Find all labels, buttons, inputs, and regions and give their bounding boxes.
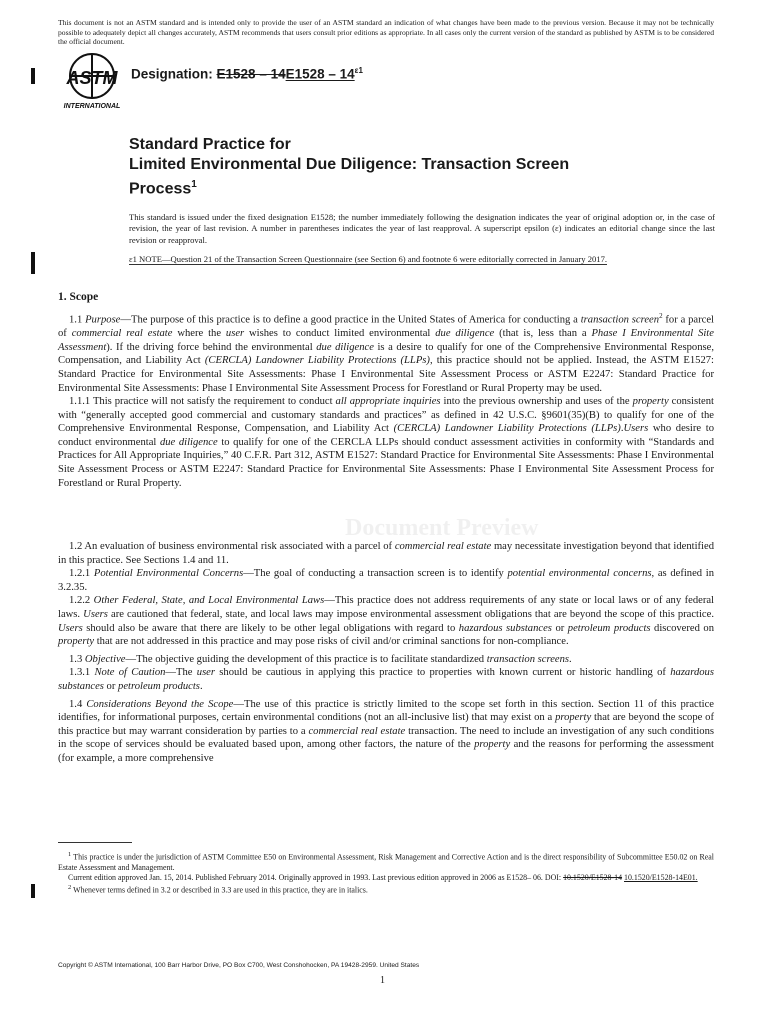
footnote-1-edition: Current edition approved Jan. 15, 2014. Published February 2014. Originally approved in 1993. Last previous edition approved in 2006 as E1528– 06. DOI: bbox=[68, 873, 564, 883]
editorial-note bbox=[129, 254, 649, 265]
footnote-divider bbox=[58, 842, 132, 843]
designation-label: Designation: bbox=[131, 66, 213, 82]
note-text: NOTE—Question 21 of the Transaction Screen Questionnaire (see Section 6) and footnote 6 were editorially corrected in January 2017. bbox=[136, 254, 608, 264]
paragraph-1-1: 1.1 Purpose—The purpose of this practice is to define a good practice in the United States of America for conducting a transaction screen$^2$ for a parcel of commercial real estate where the user wishes to conduct limited environmental due diligence (that is, less than a Phase I Environmental Site Assessment). If the driving force behind the environmental due diligence is a desire to qualify for one of the Comprehensive Environmental Response, Compensation, and Liability Act (CERCLA) Landowner Liability Protections (LLPs), this practice should not be applied. Instead, the ASTM E1527: Standard Practice for Environmental Site Assessments: Phase I Environmental Site Assessment Process or ASTM E2247: Standard Practice for Environmental Site Assessments: Phase I Environmental Site Assessment Process for Forestland or Rural Property may be used. bbox=[58, 312, 714, 394]
scope-body bbox=[58, 310, 714, 490]
page-number: 1 bbox=[380, 975, 385, 986]
section-heading-scope: 1. Scope bbox=[58, 291, 99, 303]
footnote-1: This practice is under the jurisdiction of ASTM Committee E50 on Environmental Assessment, Risk Management and Corrective Action and is the direct responsibility of Subcommittee E50.02 on Real Estate Assessment and Management. bbox=[58, 852, 714, 872]
designation bbox=[131, 66, 363, 82]
title-line-1: Standard Practice for bbox=[129, 136, 291, 153]
designation-new: E1528 – 14 bbox=[285, 66, 355, 82]
title-line-2: Limited Environmental Due Diligence: Transaction Screen bbox=[129, 156, 570, 173]
astm-logo bbox=[60, 50, 124, 110]
paragraph-1-3: 1.3 Objective—The objective guiding the development of this practice is to facilitate standardized transaction screens. bbox=[69, 653, 572, 665]
footnote-doi-new: 10.1520/E1528-14E01. bbox=[624, 873, 698, 883]
title-footnote-mark: 1 bbox=[191, 179, 197, 190]
logo-subtext: INTERNATIONAL bbox=[63, 103, 121, 110]
copyright: Copyright © ASTM International, 100 Barr Harbor Drive, PO Box C700, West Conshohocken, PA 19428-2959. United States bbox=[58, 962, 420, 969]
footnotes: $^1$ This practice is under the jurisdiction of ASTM Committee E50 on Environmental Assessment, Risk Management and Corrective Action and is the direct responsibility of Subcommittee E50.02 on Real Estate Assessment and Management. Current edition approved Jan. 15, 2014. Published February 2014. Originally approved in 1993. Last previous edition approved in 2006 as E1528– 06. DOI: 10.1520/E1528-14 10.1520/E1528-14E01. $^2$ Whenever terms defined in 3.2 or described in 3.3 are used in this practice, they are in italics. bbox=[58, 851, 714, 895]
logo-text: ASTM bbox=[66, 68, 118, 88]
change-bar bbox=[31, 252, 35, 274]
scope-body-2 bbox=[58, 540, 714, 766]
change-disclaimer: This document is not an ASTM standard and is intended only to provide the user of an ASTM standard an indication of what changes have been made to the previous version. Because it may not be technically possible to adequately depict all changes accurately, ASTM recommends that users consult prior editions as appropriate. In all cases only the current version of the standard as published by ASTM is to be considered the official document. bbox=[58, 18, 714, 47]
paragraph-1-2-2: 1.2.2 Other Federal, State, and Local Environmental Laws—This practice does not address requirements of any state or local laws or of any federal laws. Users are cautioned that federal, state, and local laws may impose environmental assessment obligations that are beyond the scope of this practice. Users should also be aware that there are likely to be other legal obligations with regard to hazardous substances or petroleum products discovered on property that are not addressed in this practice and may pose risks of civil and/or criminal sanctions for non-compliance. bbox=[58, 595, 715, 648]
paragraph-1-2-1: 1.2.1 Potential Environmental Concerns—The goal of conducting a transaction screen is to identify potential environmental concerns, as defined in 3.2.35. bbox=[58, 568, 714, 593]
footnote-doi-old: 10.1520/E1528-14 bbox=[563, 873, 623, 883]
note-epsilon: ε1 bbox=[129, 254, 137, 264]
title-line-3: Process bbox=[129, 180, 192, 198]
issuance-statement: This standard is issued under the fixed designation E1528; the number immediately following the designation indicates the year of original adoption or, in the case of revision, the year of last revision. A number in parentheses indicates the year of last reapproval. A superscript epsilon (ε) indicates an editorial change since the last revision or reapproval. bbox=[129, 212, 715, 245]
paragraph-1-1-1: 1.1.1 This practice will not satisfy the requirement to conduct all appropriate inquiries into the previous ownership and uses of the property consistent with “generally accepted good commercial and customary standards and practices” as defined in 42 U.S.C. §9601(35)(B) to qualify for one of the Comprehensive Environmental Response, Compensation, and Liability Act (CERCLA) Landowner Liability Protections (LLPs).Users who desire to conduct environmental due diligence to qualify for one of the CERCLA LLPs should conduct assessment activities in conformity with “Standards and Practices for All Appropriate Inquiries,” 40 C.F.R. Part 312, ASTM E1527: Standard Practice for Environmental Site Assessments: Phase I Environmental Site Assessment Process or ASTM E2247: Standard Practice for Environmental Site Assessments: Phase I Environmental Site Assessment Process for Forestland or Rural Property. bbox=[58, 396, 714, 489]
watermark: Document Preview bbox=[345, 515, 539, 541]
designation-epsilon: ε1 bbox=[354, 66, 363, 75]
paragraph-1-4: 1.4 Considerations Beyond the Scope—The use of this practice is strictly limited to the scope set forth in this section. Section 11 of this practice identifies, for informational purposes, certain environmental conditions (not an all-inclusive list) that may exist on a property that are beyond the scope of this practice but may warrant consideration by parties to a commercial real estate transaction. The need to include an investigation of any such conditions in the scope of services should be evaluated based upon, among other factors, the nature of the property and the reasons for performing the assessment (for example, a more comprehensive bbox=[58, 698, 715, 764]
paragraph-1-3-1: 1.3.1 Note of Caution—The user should be cautious in applying this practice to properties with known current or historic handling of hazardous substances or petroleum products. bbox=[58, 667, 714, 692]
change-bar bbox=[31, 884, 35, 898]
paragraph-1-2: 1.2 An evaluation of business environmental risk associated with a parcel of commercial real estate may necessitate investigation beyond that identified in this practice. See Sections 1.4 and 11. bbox=[58, 541, 714, 566]
footnote-2: Whenever terms defined in 3.2 or described in 3.3 are used in this practice, they are in italics. bbox=[73, 885, 368, 895]
page-title bbox=[129, 135, 689, 199]
change-bar bbox=[31, 68, 35, 84]
designation-old: E1528 – 14 bbox=[216, 66, 286, 82]
